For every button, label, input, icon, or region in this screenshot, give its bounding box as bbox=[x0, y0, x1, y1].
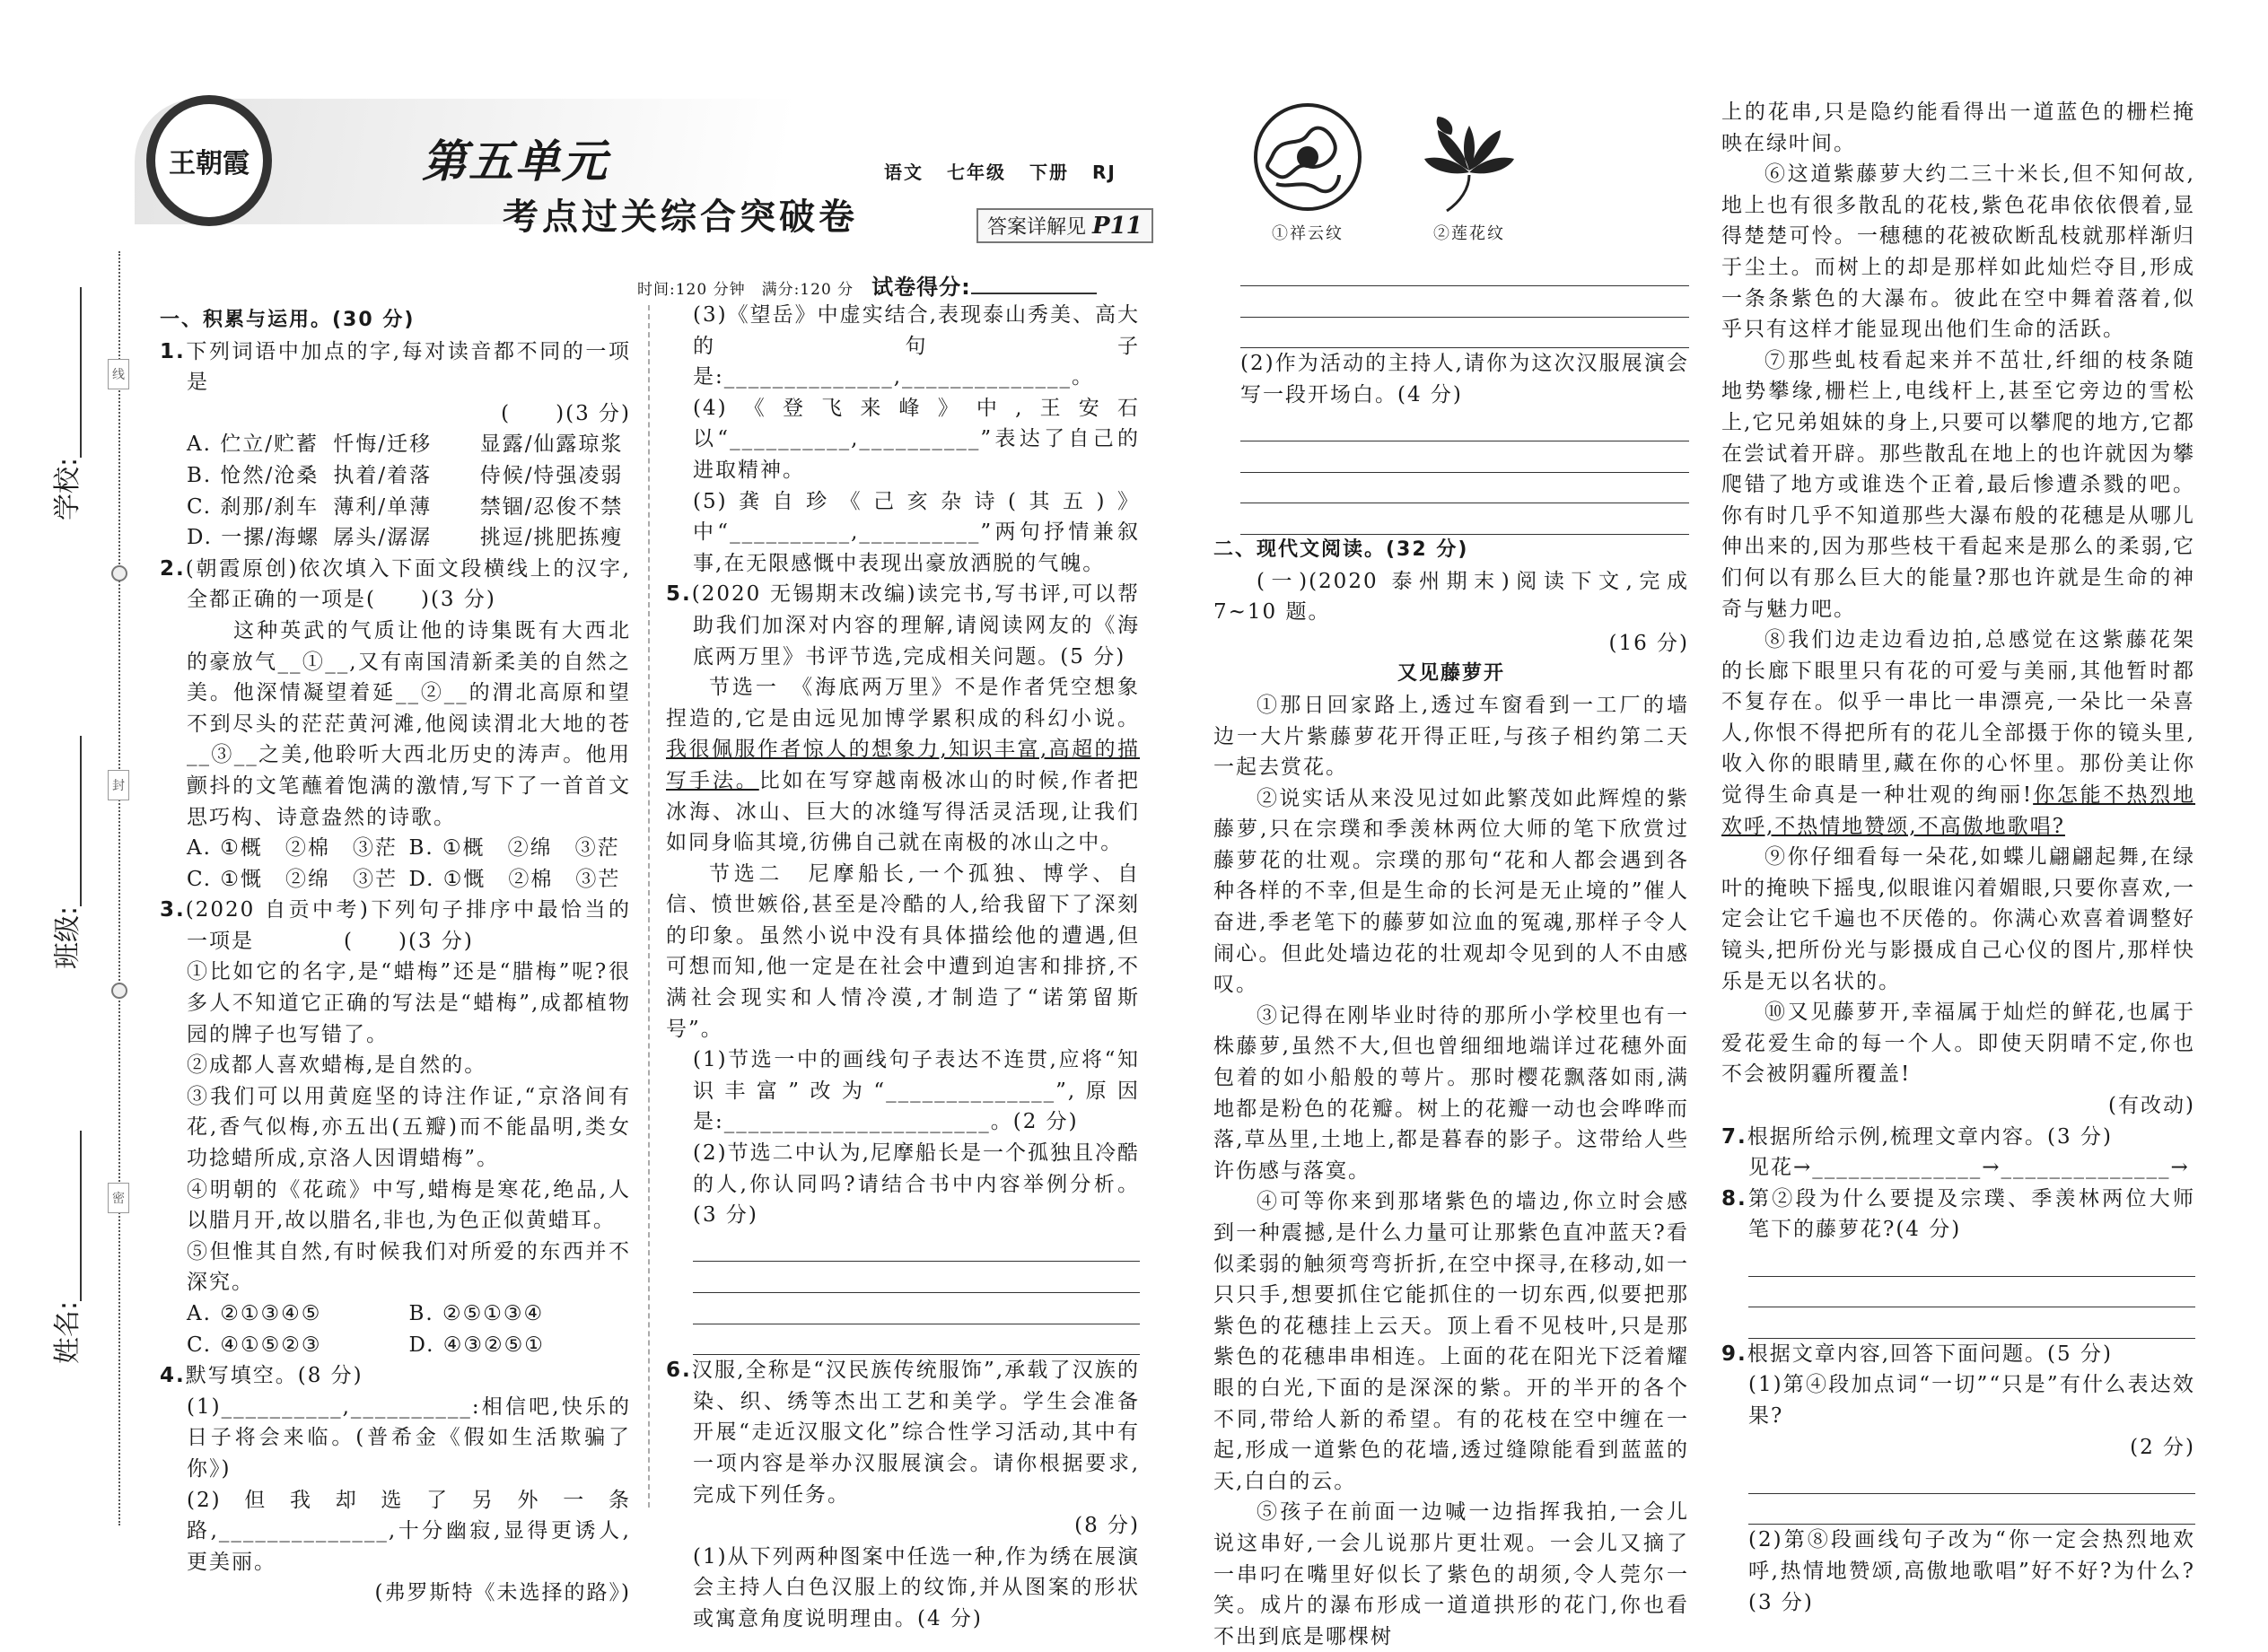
edition: RJ bbox=[1092, 162, 1116, 183]
answer-line[interactable] bbox=[1240, 286, 1689, 318]
answer-line[interactable] bbox=[693, 1324, 1140, 1356]
answer-line[interactable] bbox=[693, 1293, 1140, 1324]
answer-line[interactable] bbox=[1240, 411, 1689, 442]
article-title: 又见藤萝开 bbox=[1397, 662, 1505, 686]
time-score-line bbox=[637, 269, 1097, 301]
question bbox=[160, 337, 631, 398]
binding-hole bbox=[111, 983, 127, 999]
paragraph bbox=[1721, 345, 2195, 625]
volume: 下册 bbox=[1029, 162, 1069, 183]
question-number: 5. bbox=[666, 582, 692, 607]
lotus-pattern[interactable] bbox=[1420, 99, 1519, 250]
answer-line[interactable] bbox=[693, 1231, 1140, 1263]
paragraph bbox=[160, 616, 631, 833]
right-note: ( )(3 分) bbox=[501, 401, 631, 425]
option[interactable]: D. 一摞/海螺 bbox=[187, 526, 320, 550]
paragraph bbox=[1213, 690, 1689, 783]
paragraph-text: ⑨你仔细看每一朵花,如蝶儿翩翩起舞,在绿叶的掩映下摇曳,似眼谁闪着媚眼,只要你喜欢,一定会让它千遍也不厌倦的。你满心欢喜着调整好镜头,把所份光与影摄成自己心仪的图片,那样快乐是无以名状的。 bbox=[1721, 845, 2195, 993]
class-label: 班级: bbox=[52, 905, 83, 969]
sub-question: (4)《登飞来峰》中,王安石以“__________,__________”表达了自己的进取精神。 bbox=[693, 396, 1140, 482]
question-number: 8. bbox=[1721, 1186, 1747, 1211]
right-note: (有改动) bbox=[2108, 1094, 2195, 1117]
paragraph-text: 这种英武的气质让他的诗集既有大西北的豪放气__①__,又有南国清新柔美的自然之美。他深情凝望着延__②__的渭北高原和望不到尽头的茫茫黄河滩,他阅读渭北大地的苍__③__之美,他聆听大西北历史的涛声。他用颤抖的文笔蘸着饱满的激情,写下了一首首文思巧构、诗意盎然的诗歌。 bbox=[187, 618, 631, 829]
answer-line[interactable] bbox=[1240, 256, 1689, 287]
seal-mark-mi: 密 bbox=[108, 1183, 129, 1213]
auspicious-cloud-pattern[interactable] bbox=[1249, 99, 1366, 250]
pattern-label: ①祥云纹 bbox=[1272, 224, 1344, 243]
right-note: (2 分) bbox=[2130, 1435, 2195, 1459]
paragraph bbox=[1213, 1001, 1689, 1187]
sub-question: (2)作为活动的主持人,请你为这次汉服展演会写一段开场白。(4 分) bbox=[1240, 352, 1689, 406]
option[interactable]: 侍候/恃强凌弱 bbox=[479, 463, 624, 487]
paragraph-text: 节选一 《海底两万里》不是作者凭空想象捏造的,它是由远见加博学累积成的科幻小说。 bbox=[666, 676, 1140, 730]
right-note: (8 分) bbox=[1074, 1514, 1140, 1538]
question bbox=[1721, 1122, 2195, 1153]
seal-mark-xian: 线 bbox=[108, 359, 129, 389]
sub-question: (1)第④段加点词“一切”“只是”有什么表达效果? bbox=[1748, 1373, 2195, 1428]
column-4 bbox=[1721, 97, 2195, 1618]
answer-line[interactable] bbox=[1748, 1307, 2195, 1339]
option[interactable]: 显露/仙露琼浆 bbox=[479, 433, 624, 457]
answer-reference bbox=[976, 208, 1153, 243]
paragraph bbox=[1213, 1497, 1689, 1652]
sub-question: ②成都人喜欢蜡梅,是自然的。 bbox=[187, 1053, 487, 1078]
question-number: 1. bbox=[160, 339, 186, 363]
question bbox=[1721, 1184, 2195, 1246]
sub-question: 见花→______________→______________→ bbox=[1748, 1156, 2190, 1180]
answer-options bbox=[160, 492, 631, 523]
question bbox=[1721, 1339, 2195, 1370]
option[interactable]: A. 伫立/贮蓄 bbox=[187, 433, 319, 457]
publisher-logo bbox=[146, 95, 272, 226]
logo-text: 王朝霞 bbox=[169, 148, 250, 179]
question bbox=[160, 554, 631, 616]
question bbox=[666, 579, 1140, 672]
underlined-sentence: 你怎能不热烈地欢呼,不热情地赞颂,不高傲地歌唱? bbox=[1721, 783, 2196, 838]
sub-question: (1)从下列两种图案中任选一种,作为绣在展演会主持人白色汉服上的纹饰,并从图案的形状或寓意角度说明理由。(4 分) bbox=[693, 1544, 1140, 1630]
paragraph-text: ⑧我们边走边看边拍,总感觉在这紫藤花架的长廊下眼里只有花的可爱与美丽,其他暂时都不复存在。似乎一串比一串漂亮,一朵比一朵喜人,你恨不得把所有的花儿全部摄于你的镜头里,收入你的眼睛里,藏在你的心怀里。那份美让你觉得生命真是一种壮观的绚丽! bbox=[1721, 628, 2195, 808]
question-text: (朝霞原创)依次填入下面文段横线上的汉字,全都正确的一项是( )(3 分) bbox=[185, 556, 631, 612]
paragraph-text: ①那日回家路上,透过车窗看到一工厂的墙边一大片紫藤萝花开得正旺,与孩子相约第二天一起去赏花。 bbox=[1213, 693, 1689, 780]
paragraph bbox=[1721, 159, 2195, 345]
column-1 bbox=[160, 305, 631, 1609]
sub-question: (1)__________,__________:相信吧,快乐的日子将会来临。(普希金《假如生活欺骗了你》) bbox=[187, 1394, 631, 1481]
option[interactable]: 孱头/潺潺 bbox=[333, 526, 433, 550]
question-number: 3. bbox=[160, 898, 186, 922]
school-label: 学校: bbox=[52, 457, 83, 520]
question-text: (2020 自贡中考)下列句子排序中最恰当的一项是 ( )(3 分) bbox=[185, 898, 631, 953]
question-number: 2. bbox=[160, 556, 186, 581]
answer-options bbox=[160, 1298, 631, 1330]
answer-options bbox=[160, 864, 631, 896]
school-field[interactable] bbox=[45, 287, 84, 520]
paragraph-text: 节选二 尼摩船长,一个孤独、博学、自信、愤世嫉俗,甚至是冷酷的人,给我留下了深刻的印象。虽然小说中没有具体描绘他的遭遇,但可想而知,他一定是在社会中遭到迫害和排挤,不满社会现实和人情冷漠,才制造了“诺第留斯号”。 bbox=[666, 861, 1140, 1041]
answer-line[interactable] bbox=[1240, 503, 1689, 535]
answer-options bbox=[160, 429, 631, 460]
question-number: 7. bbox=[1721, 1124, 1747, 1149]
paragraph-text: ⑩又见藤萝开,幸福属于灿烂的鲜花,也属于爱花爱生命的每一个人。即使天阴晴不定,你也不会被阴霾所覆盖! bbox=[1721, 1001, 2195, 1087]
section-heading: 一、积累与运用。(30 分) bbox=[160, 309, 416, 331]
sub-question: ③我们可以用黄庭坚的诗注作证,“京洛间有花,香气似梅,亦五出(五瓣)而不能晶明,类女功捻蜡所成,京洛人因谓蜡梅”。 bbox=[187, 1084, 631, 1171]
question-text: (2020 无锡期末改编)读完书,写书评,可以帮助我们加深对内容的理解,请阅读网友的《海底两万里》书评节选,完成相关问题。(5 分) bbox=[691, 582, 1140, 669]
question-number: 4. bbox=[160, 1364, 186, 1388]
answer-line[interactable] bbox=[1240, 473, 1689, 504]
name-label: 姓名: bbox=[52, 1300, 83, 1364]
answer-page: P11 bbox=[1092, 213, 1143, 240]
grade: 七年级 bbox=[947, 162, 1006, 183]
paragraph bbox=[666, 672, 1140, 859]
paragraph-continuation: 上的花串,只是隐约能看得出一道蓝色的栅栏掩映在绿叶间。 bbox=[1721, 101, 2195, 155]
paragraph-text: 比如在写穿越南极冰山的时候,作者把冰海、冰山、巨大的冰缝写得活灵活现,让我们如同身临其境,彷佛自己就在南极的冰山之中。 bbox=[666, 768, 1141, 855]
option[interactable]: 禁锢/忍俊不禁 bbox=[479, 494, 624, 519]
sub-question: (3)《望岳》中虚实结合,表现泰山秀美、高大的句子是:______________,______________。 bbox=[693, 303, 1140, 389]
paragraph bbox=[1213, 783, 1689, 1001]
answer-line[interactable] bbox=[1748, 1463, 2195, 1494]
answer-line[interactable] bbox=[1748, 1246, 2195, 1277]
course-meta bbox=[884, 158, 1140, 184]
sub-question: ①比如它的名字,是“蜡梅”还是“腊梅”呢?很多人不知道它正确的写法是“蜡梅”,成都植物园的牌子也写错了。 bbox=[187, 960, 631, 1046]
paragraph-text: ③记得在刚毕业时待的那所小学校里也有一株藤萝,虽然不大,但也曾细细地端详过花穗外面包着的如小船般的萼片。那时樱花飘落如雨,满地都是粉色的花瓣。树上的花瓣一动也会哗哗而落,草丛里,土地上,都是暮春的影子。这带给人些许伤感与落寞。 bbox=[1213, 1003, 1689, 1183]
answer-line[interactable] bbox=[1748, 1277, 2195, 1308]
answer-options bbox=[160, 460, 631, 492]
option[interactable]: C. ④①⑤②③ bbox=[187, 1333, 322, 1357]
option[interactable]: A. ①概 ②棉 ③茫 bbox=[187, 836, 398, 861]
option[interactable]: 挑逗/挑肥拣瘦 bbox=[479, 526, 624, 550]
sub-question: (2)节选二中认为,尼摩船长是一个孤独且冷酷的人,你认同吗?请结合书中内容举例分析。(3 分) bbox=[693, 1141, 1140, 1228]
answer-options bbox=[160, 522, 631, 554]
score-label: 试卷得分: bbox=[871, 275, 971, 300]
answer-line[interactable] bbox=[1748, 1494, 2195, 1525]
question-text: 第②段为什么要提及宗璞、季羡林两位大师笔下的藤萝花?(4 分) bbox=[1747, 1186, 2195, 1242]
question-number: 6. bbox=[666, 1359, 692, 1383]
option[interactable]: B. 怆然/沧桑 bbox=[187, 463, 320, 487]
sub-question: (1)节选一中的画线句子表达不连贯,应将“知识丰富”改为“______________”,原因是:______________________。(2 分) bbox=[693, 1048, 1140, 1134]
binding-hole bbox=[111, 565, 127, 581]
sub-question: (5)龚自珍《己亥杂诗(其五)》中“__________,__________”两句抒情兼叙事,在无限感慨中表现出豪放洒脱的气魄。 bbox=[693, 489, 1140, 575]
paragraph-text: ⑥这道紫藤萝大约二三十米长,但不知何故,地上也有很多散乱的花枝,紫色花串依依偎着,显得楚楚可怜。一穗穗的花被砍断乱枝就那样渐归于尘土。而树上的却是那样如此灿烂夺目,形成一条条紫色的大瀑布。彼此在空中舞着落着,似乎只有这样才能显现出他们生命的活跃。 bbox=[1721, 162, 2195, 342]
answer-options bbox=[160, 1330, 631, 1361]
option[interactable]: D. ④③②⑤① bbox=[408, 1333, 545, 1357]
option[interactable]: C. ①慨 ②绵 ③芒 bbox=[187, 867, 398, 891]
answer-options bbox=[160, 833, 631, 864]
lotus-icon bbox=[1420, 99, 1519, 215]
question-text: 根据所给示例,梳理文章内容。(3 分) bbox=[1747, 1124, 2113, 1149]
seal-mark-feng: 封 bbox=[108, 770, 129, 800]
unit-title: 第五单元 bbox=[422, 135, 609, 188]
option[interactable]: 薄利/单薄 bbox=[333, 494, 433, 519]
sub-question: ⑤但惟其自然,有时候我们对所爱的东西并不深究。 bbox=[187, 1239, 631, 1295]
column-divider bbox=[648, 305, 650, 1508]
sub-question: ④明朝的《花疏》中写,蜡梅是寒花,绝品,人以腊月开,故以腊名,非也,为色正似黄蜡耳。 bbox=[187, 1177, 631, 1233]
cloud-pattern-icon bbox=[1249, 99, 1366, 215]
question bbox=[160, 895, 631, 957]
sub-question: (2)但我却选了另外一条路,______________,十分幽寂,显得更诱人,更美丽。 bbox=[187, 1488, 631, 1574]
column-3 bbox=[1213, 99, 1689, 1652]
paragraph-text: ⑦那些虬枝看起来并不茁壮,纤细的枝条随地势攀缘,栅栏上,电线杆上,甚至它旁边的雪松上,它兄弟姐妹的身上,只要可以攀爬的地方,它都在尝试着开辟。那些散乱在地上的也许就因为攀爬错了地方或谁迭个正着,最后惨遭杀戮的吧。你有时几乎不知道那些大瀑布般的花穗是从哪儿伸出来的,因为那些枝干看起来是那么的柔弱,它们何以有那么巨大的能量?那也许就是生命的神奇与魅力吧。 bbox=[1721, 348, 2195, 621]
paper-title: 考点过关综合突破卷 bbox=[503, 196, 858, 238]
paragraph bbox=[1213, 1186, 1689, 1497]
pattern-label: ②莲花纹 bbox=[1433, 224, 1505, 243]
paragraph-text: ⑤孩子在前面一边喊一边指挥我拍,一会儿说这串好,一会儿说那片更壮观。一会儿又摘了一串叼在嘴里好似长了紫色的胡须,令人莞尔一笑。成片的瀑布形成一道道拱形的花门,你也看不出到底是哪棵树 bbox=[1213, 1500, 1689, 1648]
class-field[interactable] bbox=[45, 736, 84, 969]
option[interactable]: D. ①慨 ②棉 ③芒 bbox=[408, 867, 621, 891]
section-heading: 二、现代文阅读。(32 分) bbox=[1213, 538, 1469, 561]
paragraph bbox=[1213, 566, 1689, 628]
paragraph bbox=[666, 859, 1140, 1045]
binding-line bbox=[118, 251, 120, 1525]
score-blank[interactable] bbox=[971, 293, 1097, 294]
option[interactable]: C. 刹那/刹车 bbox=[187, 494, 320, 519]
subject: 语文 bbox=[884, 162, 924, 183]
paragraph bbox=[1721, 997, 2195, 1090]
right-note: (弗罗斯特《未选择的路》) bbox=[374, 1581, 631, 1605]
question bbox=[160, 1360, 631, 1392]
option[interactable]: 忏悔/迁移 bbox=[333, 433, 433, 457]
answer-line[interactable] bbox=[693, 1262, 1140, 1293]
name-field[interactable] bbox=[45, 1131, 84, 1364]
question-text: 根据文章内容,回答下面问题。(5 分) bbox=[1747, 1342, 2113, 1366]
option[interactable]: B. ②⑤①③④ bbox=[408, 1302, 545, 1325]
sub-question: (2)第⑧段画线句子改为“你一定会热烈地欢呼,热情地赞颂,高傲地歌唱”好不好?为什么?(3 分) bbox=[1748, 1528, 2195, 1614]
question-text: 默写填空。(8 分) bbox=[185, 1364, 363, 1388]
pattern-images bbox=[1213, 99, 1689, 250]
right-note: (16 分) bbox=[1608, 631, 1689, 655]
option[interactable]: A. ②①③④⑤ bbox=[187, 1302, 322, 1325]
answer-line[interactable] bbox=[1240, 441, 1689, 473]
answer-ref-label: 答案详解见 bbox=[987, 216, 1087, 239]
column-2 bbox=[666, 300, 1140, 1635]
question-text: 下列词语中加点的字,每对读音都不同的一项是 bbox=[185, 339, 631, 395]
paragraph bbox=[1721, 625, 2195, 842]
paragraph-text: (一)(2020 泰州期末)阅读下文,完成 7~10 题。 bbox=[1213, 569, 1689, 625]
question-number: 9. bbox=[1721, 1342, 1747, 1366]
time-info: 时间:120 分钟 满分:120 分 bbox=[637, 281, 854, 299]
question-text: 汉服,全称是“汉民族传统服饰”,承载了汉族的染、织、绣等杰出工艺和美学。学生会准备开展“走近汉服文化”综合性学习活动,其中有一项内容是举办汉服展演会。请你根据要求,完成下列任务。 bbox=[691, 1359, 1140, 1507]
option[interactable]: B. ①概 ②绵 ③茫 bbox=[408, 836, 620, 861]
paragraph bbox=[1721, 842, 2195, 997]
paragraph-text: ④可等你来到那堵紫色的墙边,你立时会感到一种震撼,是什么力量可让那紫色直冲蓝天?看似柔弱的触须弯弯折折,在空中探寻,在移动,如一只只手,想要抓住它能抓住的一切东西,似要把那紫色的花穗挂上云天。顶上看不见枝叶,只是那紫色的花穗串串相连。上面的花在阳光下泛着耀眼的白光,下面的是深深的紫。开的半开的各个不同,带给人新的希望。有的花枝在空中缠在一起,形成一道紫色的花墙,透过缝隙能看到蓝蓝的天,白白的云。 bbox=[1213, 1190, 1689, 1493]
option[interactable]: 执着/着落 bbox=[333, 463, 433, 487]
answer-line[interactable] bbox=[1240, 318, 1689, 349]
paragraph-text: ②说实话从来没见过如此繁茂如此辉煌的紫藤萝,只在宗璞和季羡林两位大师的笔下欣赏过藤萝花的壮观。宗璞的那句“花和人都会遇到各种各样的不幸,但是生命的长河是无止境的”催人奋进,季老笔下的藤萝如泣血的冤魂,那样子令人闹心。但此处墙边花的壮观却令见到的人不由感叹。 bbox=[1213, 786, 1689, 997]
question bbox=[666, 1355, 1140, 1510]
underlined-sentence: 我很佩服作者惊人的想象力,知识丰富,高超的描写手法。 bbox=[666, 738, 1140, 792]
